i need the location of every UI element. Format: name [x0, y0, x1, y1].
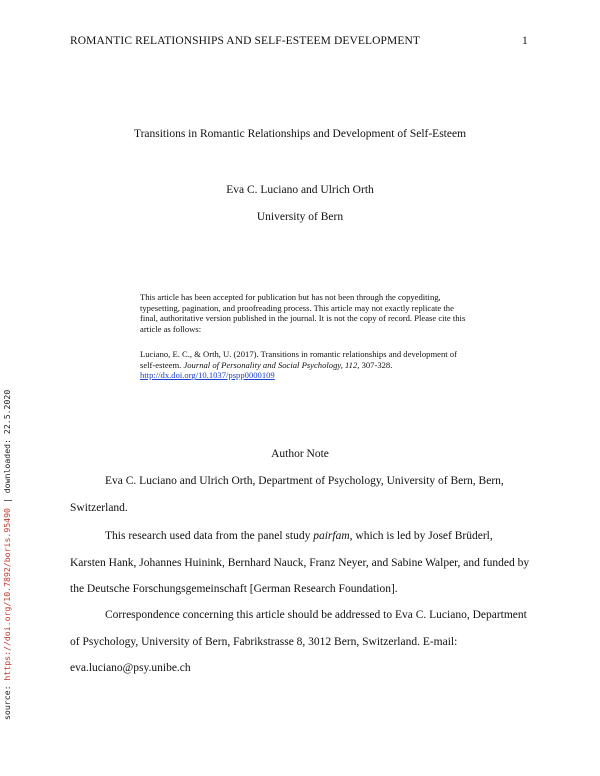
author-note-heading: Author Note [271, 448, 329, 460]
repository-stamp [2, 390, 12, 720]
funding-text-after: , which is led by Josef Brüderl, Karsten Hank, Johannes Huinink, Bernhard Nauck, Franz Neyer, and Sabine Walper, and funded by the Deutsche Forschungsgemeinschaft [German Research Foundation]. [70, 530, 530, 595]
author-note-p1-text: Eva C. Luciano and Ulrich Orth, Department of Psychology, University of Bern, Bern, Switzerland. [70, 475, 504, 514]
authors: Eva C. Luciano and Ulrich Orth [226, 184, 374, 196]
stamp-download-date: | downloaded: 22.5.2020 [2, 389, 12, 509]
author-note-funding [70, 523, 530, 603]
publication-notice: This article has been accepted for publication but has not been through the copyediting, typesetting, pagination, and proofreading process. This article may not exactly replicate the final, authoritative version published in the journal. It is not the copy of record. Please cite this article as follows: [140, 292, 466, 334]
running-head: ROMANTIC RELATIONSHIPS AND SELF-ESTEEM DEVELOPMENT [70, 35, 421, 47]
doi-link[interactable]: http://dx.doi.org/10.1037/pspp0000109 [140, 370, 275, 381]
citation-journal: Journal of Personality and Social Psychology, 112 [183, 359, 358, 370]
citation-prefix: Luciano, E. C., & Orth, U. (2017). Transitions in romantic relationships and development of self-esteem. [140, 349, 457, 370]
funding-text-before: This research used data from the panel study [105, 530, 314, 542]
citation-pages: , 307-328. [357, 359, 393, 370]
panel-study-name: pairfam [313, 530, 350, 542]
affiliation: University of Bern [256, 211, 344, 223]
stamp-prefix: source: [2, 680, 12, 720]
citation [140, 349, 470, 381]
correspondence-text: Correspondence concerning this article should be addressed to Eva C. Luciano, Department of Psychology, University of Bern, Fabrikstrasse 8, 3012 Bern, Switzerland. E-mail: eva.luciano@psy.unibe.ch [70, 609, 527, 674]
author-note-correspondence [70, 602, 530, 682]
article-title: Transitions in Romantic Relationships and Development of Self-Esteem [133, 128, 467, 140]
page-number: 1 [522, 35, 528, 47]
author-note-affiliation [70, 468, 530, 521]
stamp-doi-link[interactable]: https://doi.org/10.7892/boris.95490 [2, 508, 12, 681]
